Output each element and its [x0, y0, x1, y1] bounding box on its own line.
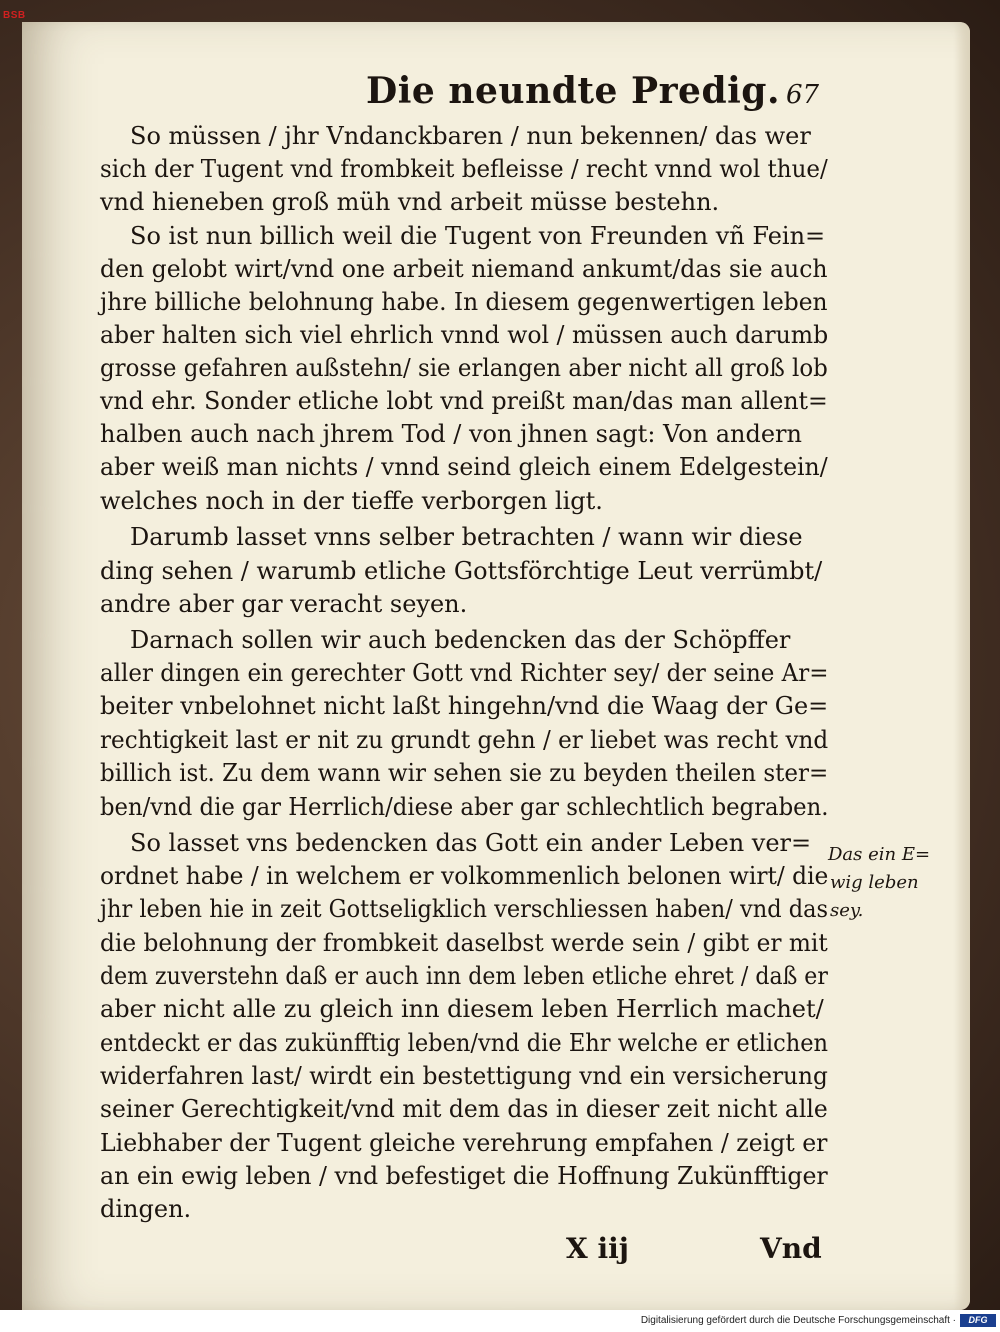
signature-mark: X iij	[566, 1232, 629, 1265]
text-line: jhr leben hie in zeit Gottseligklich verschliessen haben/ vnd das	[100, 895, 829, 923]
running-head-title: Die neundte Predig.	[366, 70, 780, 112]
text-line: So ist nun billich weil die Tugent von Freunden vñ Fein=	[130, 222, 826, 250]
margin-note-line: sey.	[830, 900, 864, 921]
text-line: So lasset vns bedencken das Gott ein ander Leben ver=	[130, 829, 812, 857]
text-line: vnd hieneben groß müh vnd arbeit müsse bestehn.	[100, 188, 720, 216]
dfg-logo: DFG	[960, 1314, 996, 1327]
footer-credit: Digitalisierung gefördert durch die Deutsche Forschungsgemeinschaft ·	[640, 1315, 956, 1326]
text-line: andre aber gar veracht seyen.	[100, 590, 468, 618]
bsb-watermark: BSB	[3, 10, 26, 21]
text-line: entdeckt er das zukünfftig leben/vnd die Ehr welche er etlichen	[100, 1029, 829, 1057]
text-line: aber weiß man nichts / vnnd seind gleich einem Edelgestein/	[100, 453, 828, 481]
text-line: So müssen / jhr Vndanckbaren / nun bekennen/ das wer	[130, 122, 811, 150]
text-line: welches noch in der tieffe verborgen ligt.	[100, 487, 603, 515]
text-line: aber halten sich viel ehrlich vnnd wol / müssen auch darumb	[100, 321, 829, 349]
text-line: halben auch nach jhrem Tod / von jhnen sagt: Von andern	[100, 420, 802, 448]
text-line: seiner Gerechtigkeit/vnd mit dem das in dieser zeit nicht alle	[100, 1095, 828, 1123]
text-line: die belohnung der frombkeit daselbst werde sein / gibt er mit	[100, 929, 828, 957]
text-line: Darumb lasset vnns selber betrachten / wann wir diese	[130, 523, 803, 551]
text-line: ding sehen / warumb etliche Gottsförchtige Leut verrümbt/	[100, 557, 823, 585]
text-line: Liebhaber der Tugent gleiche verehrung empfahen / zeigt er	[100, 1129, 828, 1157]
text-line: aber nicht alle zu gleich inn diesem leben Herrlich machet/	[100, 995, 824, 1023]
text-line: billich ist. Zu dem wann wir sehen sie zu beyden theilen ster=	[100, 759, 829, 787]
margin-note-line: wig leben	[830, 872, 919, 893]
text-line: aller dingen ein gerechter Gott vnd Richter sey/ der seine Ar=	[100, 659, 829, 687]
margin-note-line: Das ein E=	[828, 844, 931, 865]
text-line: beiter vnbelohnet nicht laßt hingehn/vnd die Waag der Ge=	[100, 692, 829, 720]
text-line: ben/vnd die gar Herrlich/diese aber gar schlechtlich begraben.	[100, 793, 829, 821]
catchword: Vnd	[760, 1232, 822, 1265]
text-line: vnd ehr. Sonder etliche lobt vnd preißt man/das man allent=	[100, 387, 828, 415]
text-line: an ein ewig leben / vnd befestiget die Hoffnung Zukünfftiger	[100, 1162, 828, 1190]
text-line: sich der Tugent vnd frombkeit befleisse / recht vnnd wol thue/	[100, 155, 828, 183]
page-number: 67	[786, 80, 820, 110]
text-line: den gelobt wirt/vnd one arbeit niemand ankumt/das sie auch	[100, 255, 828, 283]
text-line: grosse gefahren außstehn/ sie erlangen aber nicht all groß lob	[100, 354, 828, 382]
text-line: jhre billiche belohnung habe. In diesem gegenwertigen leben	[100, 288, 828, 316]
text-line: widerfahren last/ wirdt ein bestettigung vnd ein versicherung	[100, 1062, 828, 1090]
text-line: dem zuverstehn daß er auch inn dem leben etliche ehret / daß er	[100, 962, 828, 990]
text-line: ordnet habe / in welchem er volkommenlich belonen wirt/ die	[100, 862, 829, 890]
text-line: rechtigkeit last er nit zu grundt gehn / er liebet was recht vnd	[100, 726, 829, 754]
text-line: dingen.	[100, 1195, 192, 1223]
text-line: Darnach sollen wir auch bedencken das der Schöpffer	[130, 626, 791, 654]
